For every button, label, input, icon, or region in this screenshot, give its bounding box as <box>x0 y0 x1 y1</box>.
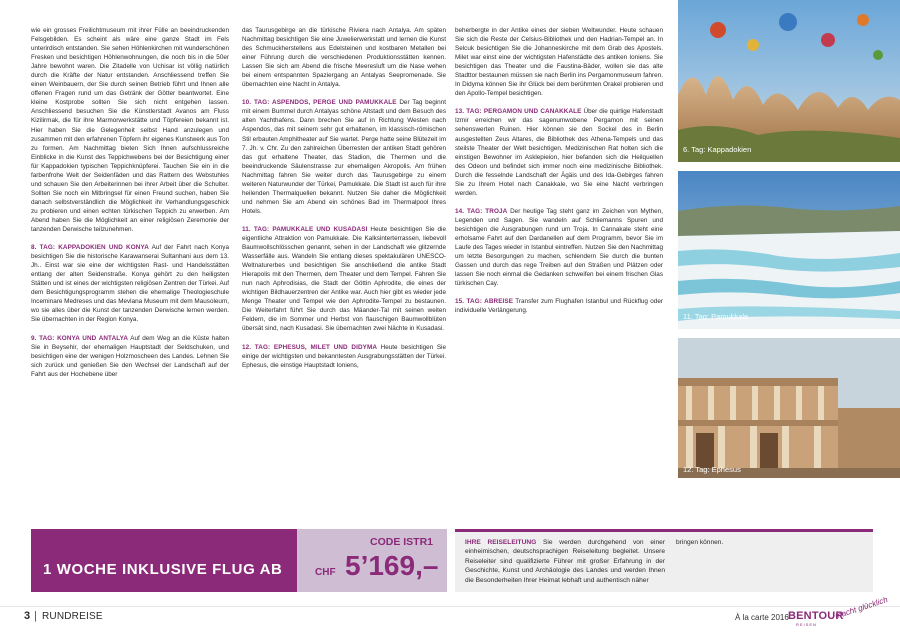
brand-logo: BENTOUR <box>788 610 844 622</box>
paragraph-day11 <box>242 225 446 334</box>
day8-heading: 8. TAG: KAPPADOKIEN UND KONYA <box>31 244 149 252</box>
photo-ephesus <box>678 338 900 478</box>
offer-code: CODE ISTR1 <box>369 536 433 548</box>
kappadokien-image <box>678 0 900 162</box>
guide-info-box <box>455 529 873 592</box>
brand-slogan: macht glücklich <box>834 595 889 621</box>
footer-divider <box>0 606 900 607</box>
day12-heading: 12. TAG: EPHESUS, MILET UND DIDYMA <box>242 343 378 351</box>
price-currency: CHF <box>315 567 336 578</box>
page-number: 3 <box>24 610 31 622</box>
brand-subtitle: REISEN <box>796 622 817 627</box>
day11-text: Heute besichtigen Sie die eigentliche Attraktion von Pamukkale. Die Kalksinterterrassen, liebevoll Baumwollschlösschen genannt, sehen in der Landschaft wie glitzernde Wasserfälle aus. Wandeln Sie entlang dieses spektakulären UNESCO-Weltnaturerbes und besichtigen Sie anschließend die antike Stadt Hierapolis mit den Thermen, dem Theater und dem Tempel. Fahren Sie nun nach Aphrodisias, die Stadt der Göttin Aphrodite, die eines der wichtigen Bildhauerzentren der Antike war. Auch hier gibt es wieder jede Menge Theater und Tempel wie den Aphrodite-Tempel zu bestaunen. Die Weiterfahrt führt Sie durch das Mäander-Tal mit seinen weiten Feldern, die im Sommer und Herbst von flauschigen Baumwollblüten übersät sind, nach Kusadasi. Sie übernachten zwei Nächte in Kusadasi. <box>242 225 446 333</box>
ephesus-image <box>678 338 900 478</box>
day14-text: Der heutige Tag steht ganz im Zeichen von Mythen, Legenden und Sagen. Sie wandeln auf Schliemanns Spuren und besichtigen die Ausgrabungen rund um Troja. In Cannakale steht eine erholsame Fahrt auf den Dardanellen auf dem Programm, bevor Sie im Laufe des Tages wieder in Istanbul eintreffen. Nutzen Sie den Nachmittag um letzte Besorgungen zu machen, schlendern Sie durch die bunten Gassen und durch das rege Treiben auf den Straßen und Plätzen oder lassen Sie noch einmal die Gedanken schweifen bei einem frischen Glas türkischen Cay. <box>455 207 664 288</box>
price-value: 5’169,– <box>345 550 439 581</box>
day11-heading: 11. TAG: PAMUKKALE UND KUSADASI <box>242 225 368 233</box>
pamukkale-image <box>678 171 900 329</box>
guide-info-left <box>465 538 665 585</box>
photo-kappadokien <box>678 0 900 162</box>
paragraph-day14 <box>455 207 663 288</box>
day9-text: Auf dem Weg an die Küste halten Sie in Beysehir, der ehemaligen Hauptstadt der Seldschuken, und besichtigen eine der wenigen Holzmoscheen des Landes. Lehnen Sie sich zurück und genießen Sie den Wechsel der Landschaft auf der Fahrt aus der Hochebene über <box>31 334 230 378</box>
day8-text: Auf der Fahrt nach Konya besichtigen Sie die historische Karawanserai Sultanhani aus dem 13. Jh.. Einst war sie eine der wichtigsten Rast- und Handelsstätten entlang der alten Seidenstraße. Konya gehört zu den heiligsten Stätten und ist eines der wichtigsten religiösen Zentren der Türkei. Auf dem Besichtigungsprogramm stehen die ehemalige Theologieschule Inceminare Medreses und das Mevlana Museum mit dem Mausoleum, wo sie alles über die Kunst der tanzenden Derwische lernen werden. Sie übernachten in der Region Konya. <box>31 244 230 324</box>
text-column-2 <box>242 26 446 379</box>
photo-pamukkale <box>678 171 900 329</box>
paragraph-day12 <box>242 343 446 370</box>
footer-separator: | <box>34 610 37 622</box>
photo-caption-1: 6. Tag: Kappadokien <box>683 145 752 154</box>
guide-info-heading: IHRE REISELEITUNG <box>465 539 537 546</box>
day12-text: Heute besichtigen Sie einige der wichtigsten und bekanntesten Ausgrabungsstätten der Türkei. Ephesus, die einstige Hauptstadt Ioniens, <box>242 343 446 369</box>
paragraph-day9-cont: das Taurusgebirge an die türkische Riviera nach Antalya. Am späten Nachmittag besichtigen Sie eine Juwelierwerkstatt und lernen die Kunst des Schmuckherstellens aus Edelsteinen und kostbaren Metallen bei einer Führung durch die verschiedenen Produktionsstätten kennen. Lassen Sie sich am Abend die frische Meeresluft um die Nase wehen bei einem entspannten Spaziergang an Antalyas Seepromenade. Sie übernachten eine Nacht in Antalya. <box>242 27 446 89</box>
paragraph-day13 <box>455 107 663 197</box>
day10-heading: 10. TAG: ASPENDOS, PERGE UND PAMUKKALE <box>242 99 397 107</box>
offer-banner <box>31 529 297 592</box>
guide-info-right: bringen können. <box>676 539 724 546</box>
section-name: RUNDREISE <box>42 611 103 622</box>
price-box <box>297 529 447 592</box>
day13-text: Über die quirlige Hafenstadt Izmir erreichen wir das sagenumwobene Pergamon mit seinen sehenswerten Ruinen. Hier können sie den Sockel des in Berlin ausgestellten Zeus Altares, die Bibliothek des Athena-Tempels und das steilste Theater der Welt besichtigen. Medizinischen Rat holten sich die einstigen Bewohner im Asklepieion, hier befanden sich die Heilquellen des Odeon und befindet sich immer noch eine medizinische Bibliothek. Durch die fesselnde Landschaft der Ägäis und des Ida-Gebirges fahren Sie zu Ihrem Hotel nach Canakkale, wo Sie eine Nacht verbringen werden. <box>455 108 663 197</box>
photo-caption-3: 12. Tag: Ephesus <box>683 465 741 474</box>
catalog-name: À la carte 2016 <box>735 613 789 622</box>
paragraph-day10 <box>242 98 446 216</box>
photo-caption-2: 11. Tag: Pamukkale <box>683 312 749 321</box>
guide-info-text: Sie werden durchgehend von einer einheimischen, deutschsprachigen Reiseleitung begleitet. Unsere Reiseleiter sind qualifizierte Führer mit großer Erfahrung in der Geschichte, Kunst und Archäologie des Landes und werden Ihnen die Besonderheiten Ihrer Heimat lebhaft und authentisch näher <box>465 539 666 584</box>
text-column-3 <box>455 26 663 324</box>
paragraph-day8 <box>31 243 229 324</box>
paragraph-day7: wie ein grosses Freilichtmuseum mit ihrer Fülle an beeindruckenden Felsgebilden. Es scheint als wäre eine ganze Stadt im Fels unterirdisch entstanden. Sie sehen Höhlenkirchen mit wunderschönen Fresken und besichtigen Höhlenwohnungen, die noch bis in die 50er Jahre bewohnt waren. Die Zitadelle von Uchisar ist völlig natürlich durch die Kräfte der Natur entstanden. Anschliessend treffen Sie einen Weinbauern, der Sie durch seinen Betrieb führt und Ihnen alle offenen Fragen rund um das Getränk der Götter beantwortet. Eine kleine Kostprobe sollten Sie sich nicht entgehen lassen. Anschliessend besuchen Sie die Künstlerstadt Avanos am Fluss Kizilirmak, die für ihre Marmorwerkstätte und Töpfereien bekannt ist. Hier haben Sie die Gelegenheit selbst Hand anzulegen und zusammen mit den erfahrenen Töpfern ihr eigenes Kunstwerk aus Ton zu formen. Am Nachmittag bieten Sich Ihnen aufschlussreiche Einblicke in die Kunst des Teppichwebens bei der Besichtigung einer für Kappadokien typischen Teppichknüpferei. Tauchen Sie ein in die farbenfrohe Welt der Seidenfäden und das Rattern des Webstuhles und schauen Sie den Arbeiterinnen bei ihrer Arbeit über die Schulter. Sollten Sie noch ein Mitbringsel für einen Freund suchen, haben Sie danach selbstverständlich die Möglichkeit ihr Verhandlungsgeschick zu probieren und einen echten türkischen Teppich zu erwerben. Am Abend haben Sie die Möglichkeit an einer religiösen Zeremonie der tanzenden Derwische teilzunehmen. <box>31 27 229 234</box>
offer-banner-text: 1 WOCHE INKLUSIVE FLUG AB <box>43 561 283 578</box>
text-column-1 <box>31 26 229 388</box>
day15-heading: 15. TAG: ABREISE <box>455 298 514 306</box>
paragraph-day15 <box>455 297 663 315</box>
day15-text: Transfer zum Flughafen Istanbul und Rückflug oder individuelle Verlängerung. <box>455 298 663 315</box>
paragraph-day12-cont: beherbergte in der Antike eines der sieben Weltwunder. Heute schauen Sie sich die Reste der Celsius-Bibliothek und den Hadrian-Tempel an. In Selcuk besichtigen Sie die Johanneskirche mit dem Grab des Apostels. Milet war einst eine der wichtigsten Hafenstädte des antiken Ioniens. Sie besichtigen das Theater und die Faustina-Bäder, wollen sie das alte Stadttor bestaunen müssen sie nach Berlin ins Pergamonmuseum fahren. In Didyma können Sie ihr Glück bei dem berühmten Orakel probieren und den Apollo-Tempel besichtigen. <box>455 27 663 98</box>
day13-heading: 13. TAG: PERGAMON UND CANAKKALE <box>455 108 582 116</box>
day10-text: Der Tag beginnt mit einem Bummel durch Antalyas schöne Altstadt und dem Besuch des alten Yachthafens. Dann brechen Sie auf in Richtung Westen nach Aspendos, das mit seinem sehr gut erhaltenen, im klassisch-römischen Stil erbauten Amphitheater auf Sie wartet. Perge hatte seine Blütezeit im 7. Jh. v. Chr. Zu den zahlreichen Überresten der antiken Stadt gehören das gut erhaltene Theater, das Stadion, die Thermen und die beeindruckende Säulenstrasse zur ehemaligen Akropolis. Am frühen Nachmittag fahren Sie weiter durch das Taurusgebirge zu einem weiteren Naturwunder der Türkei, Pamukkale. Die Stadt ist auch für ihre heilenden Thermalquellen bekannt. Nutzen Sie daher die Möglichkeit und nehmen Sie am Abend ein schönes Bad im Thermalpool Ihres Hotels. <box>242 99 446 215</box>
day14-heading: 14. TAG: TROJA <box>455 207 508 215</box>
paragraph-day9 <box>31 334 229 379</box>
day9-heading: 9. TAG: KONYA UND ANTALYA <box>31 334 129 342</box>
